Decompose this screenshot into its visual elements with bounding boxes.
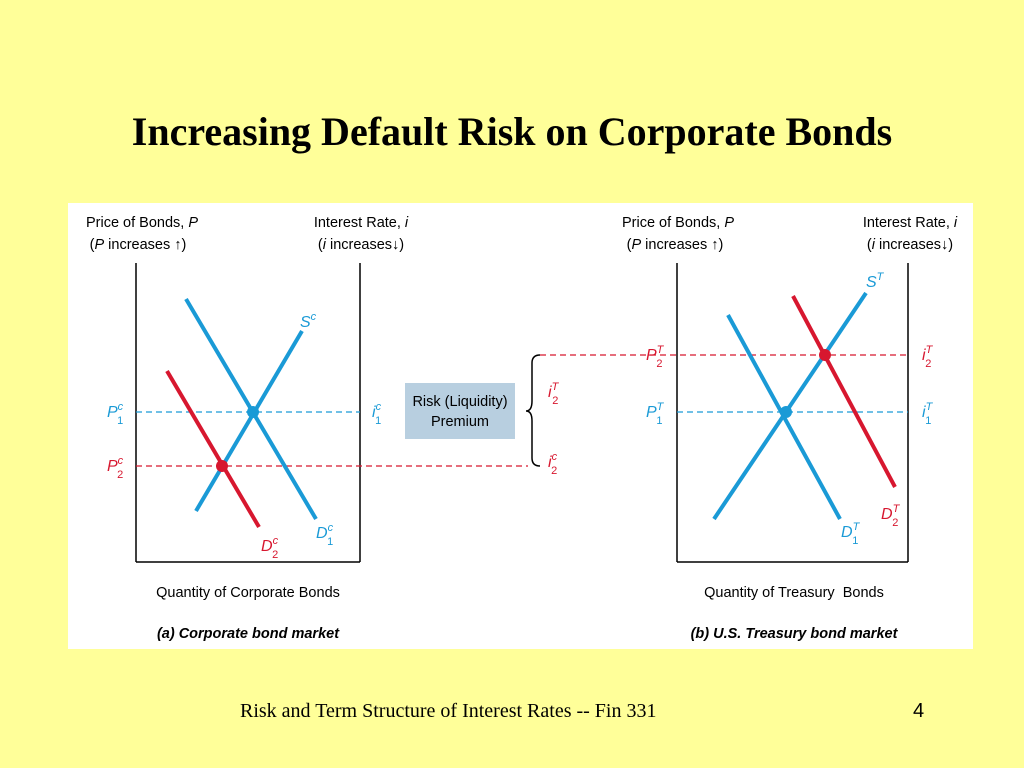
premium-i2-treasury-label: $i^T$ 2	[548, 381, 559, 407]
panel-b-initial-equilibrium	[780, 406, 792, 418]
panel-a-y-axis-note: (P increases ↑)	[89, 237, 187, 253]
risk-premium-annotation	[405, 355, 560, 477]
panel-a-supply-label: $S^c$	[300, 311, 317, 331]
bond-market-diagram	[68, 203, 973, 649]
panel-b-rate-axis-note: (i increases↓)	[866, 237, 954, 253]
premium-i2-corporate-label: $i^c$ 2	[548, 451, 558, 477]
figure-panel	[68, 203, 973, 649]
panel-a-x-axis-title: Quantity of Corporate Bonds	[156, 585, 340, 601]
slide-title: Increasing Default Risk on Corporate Bonds	[131, 109, 893, 154]
panel-b-y-axis-note: (P increases ↑)	[626, 237, 724, 253]
panel-b-treasury	[540, 215, 958, 642]
page-number: 4	[913, 700, 925, 722]
panel-b-rate-axis-title: Interest Rate, i	[862, 215, 958, 231]
panel-b-i2-label: $i^T$ 2	[922, 344, 933, 370]
panel-b-supply-label: $S^T$	[866, 271, 884, 291]
panel-a-y-axis-title: Price of Bonds, P	[85, 215, 199, 231]
risk-premium-box	[405, 383, 515, 439]
panel-a-rate-axis-title: Interest Rate, i	[313, 215, 409, 231]
panel-a-supply-curve	[196, 331, 302, 511]
panel-b-demand-2-label: $D^T$ 2	[881, 503, 900, 529]
panel-b-p1-label: $P^T$ 1	[646, 401, 664, 427]
risk-premium-brace	[526, 355, 540, 466]
risk-premium-line-1: Risk (Liquidity)	[412, 394, 508, 410]
panel-a-initial-equilibrium	[247, 406, 259, 418]
panel-a-caption: (a) Corporate bond market	[156, 626, 340, 642]
panel-a-p1-label: $P^c$ 1	[107, 401, 124, 427]
panel-b-new-equilibrium	[819, 349, 831, 361]
panel-a-new-equilibrium	[216, 460, 228, 472]
panel-b-caption: (b) U.S. Treasury bond market	[690, 626, 898, 642]
panel-a-demand-2-label: $D^c$ 2	[261, 535, 279, 561]
footer-text: Risk and Term Structure of Interest Rates -- Fin 331	[240, 700, 657, 722]
risk-premium-line-2: Premium	[430, 414, 490, 430]
panel-a-demand-1-label: $D^c$ 1	[316, 522, 334, 548]
panel-a-p2-label: $P^c$ 2	[107, 455, 124, 481]
panel-b-demand-1-label: $D^T$ 1	[841, 521, 860, 547]
panel-a-i1-label: $i^c$ 1	[372, 401, 382, 427]
panel-b-y-axis-title: Price of Bonds, P	[621, 215, 735, 231]
panel-b-p2-label: $P^T$ 2	[646, 344, 664, 370]
panel-b-x-axis-title: Quantity of Treasury Bonds	[704, 585, 884, 601]
panel-a-rate-axis-note: (i increases↓)	[317, 237, 405, 253]
panel-a-demand-2-curve	[167, 371, 259, 527]
panel-b-i1-label: $i^T$ 1	[922, 401, 933, 427]
